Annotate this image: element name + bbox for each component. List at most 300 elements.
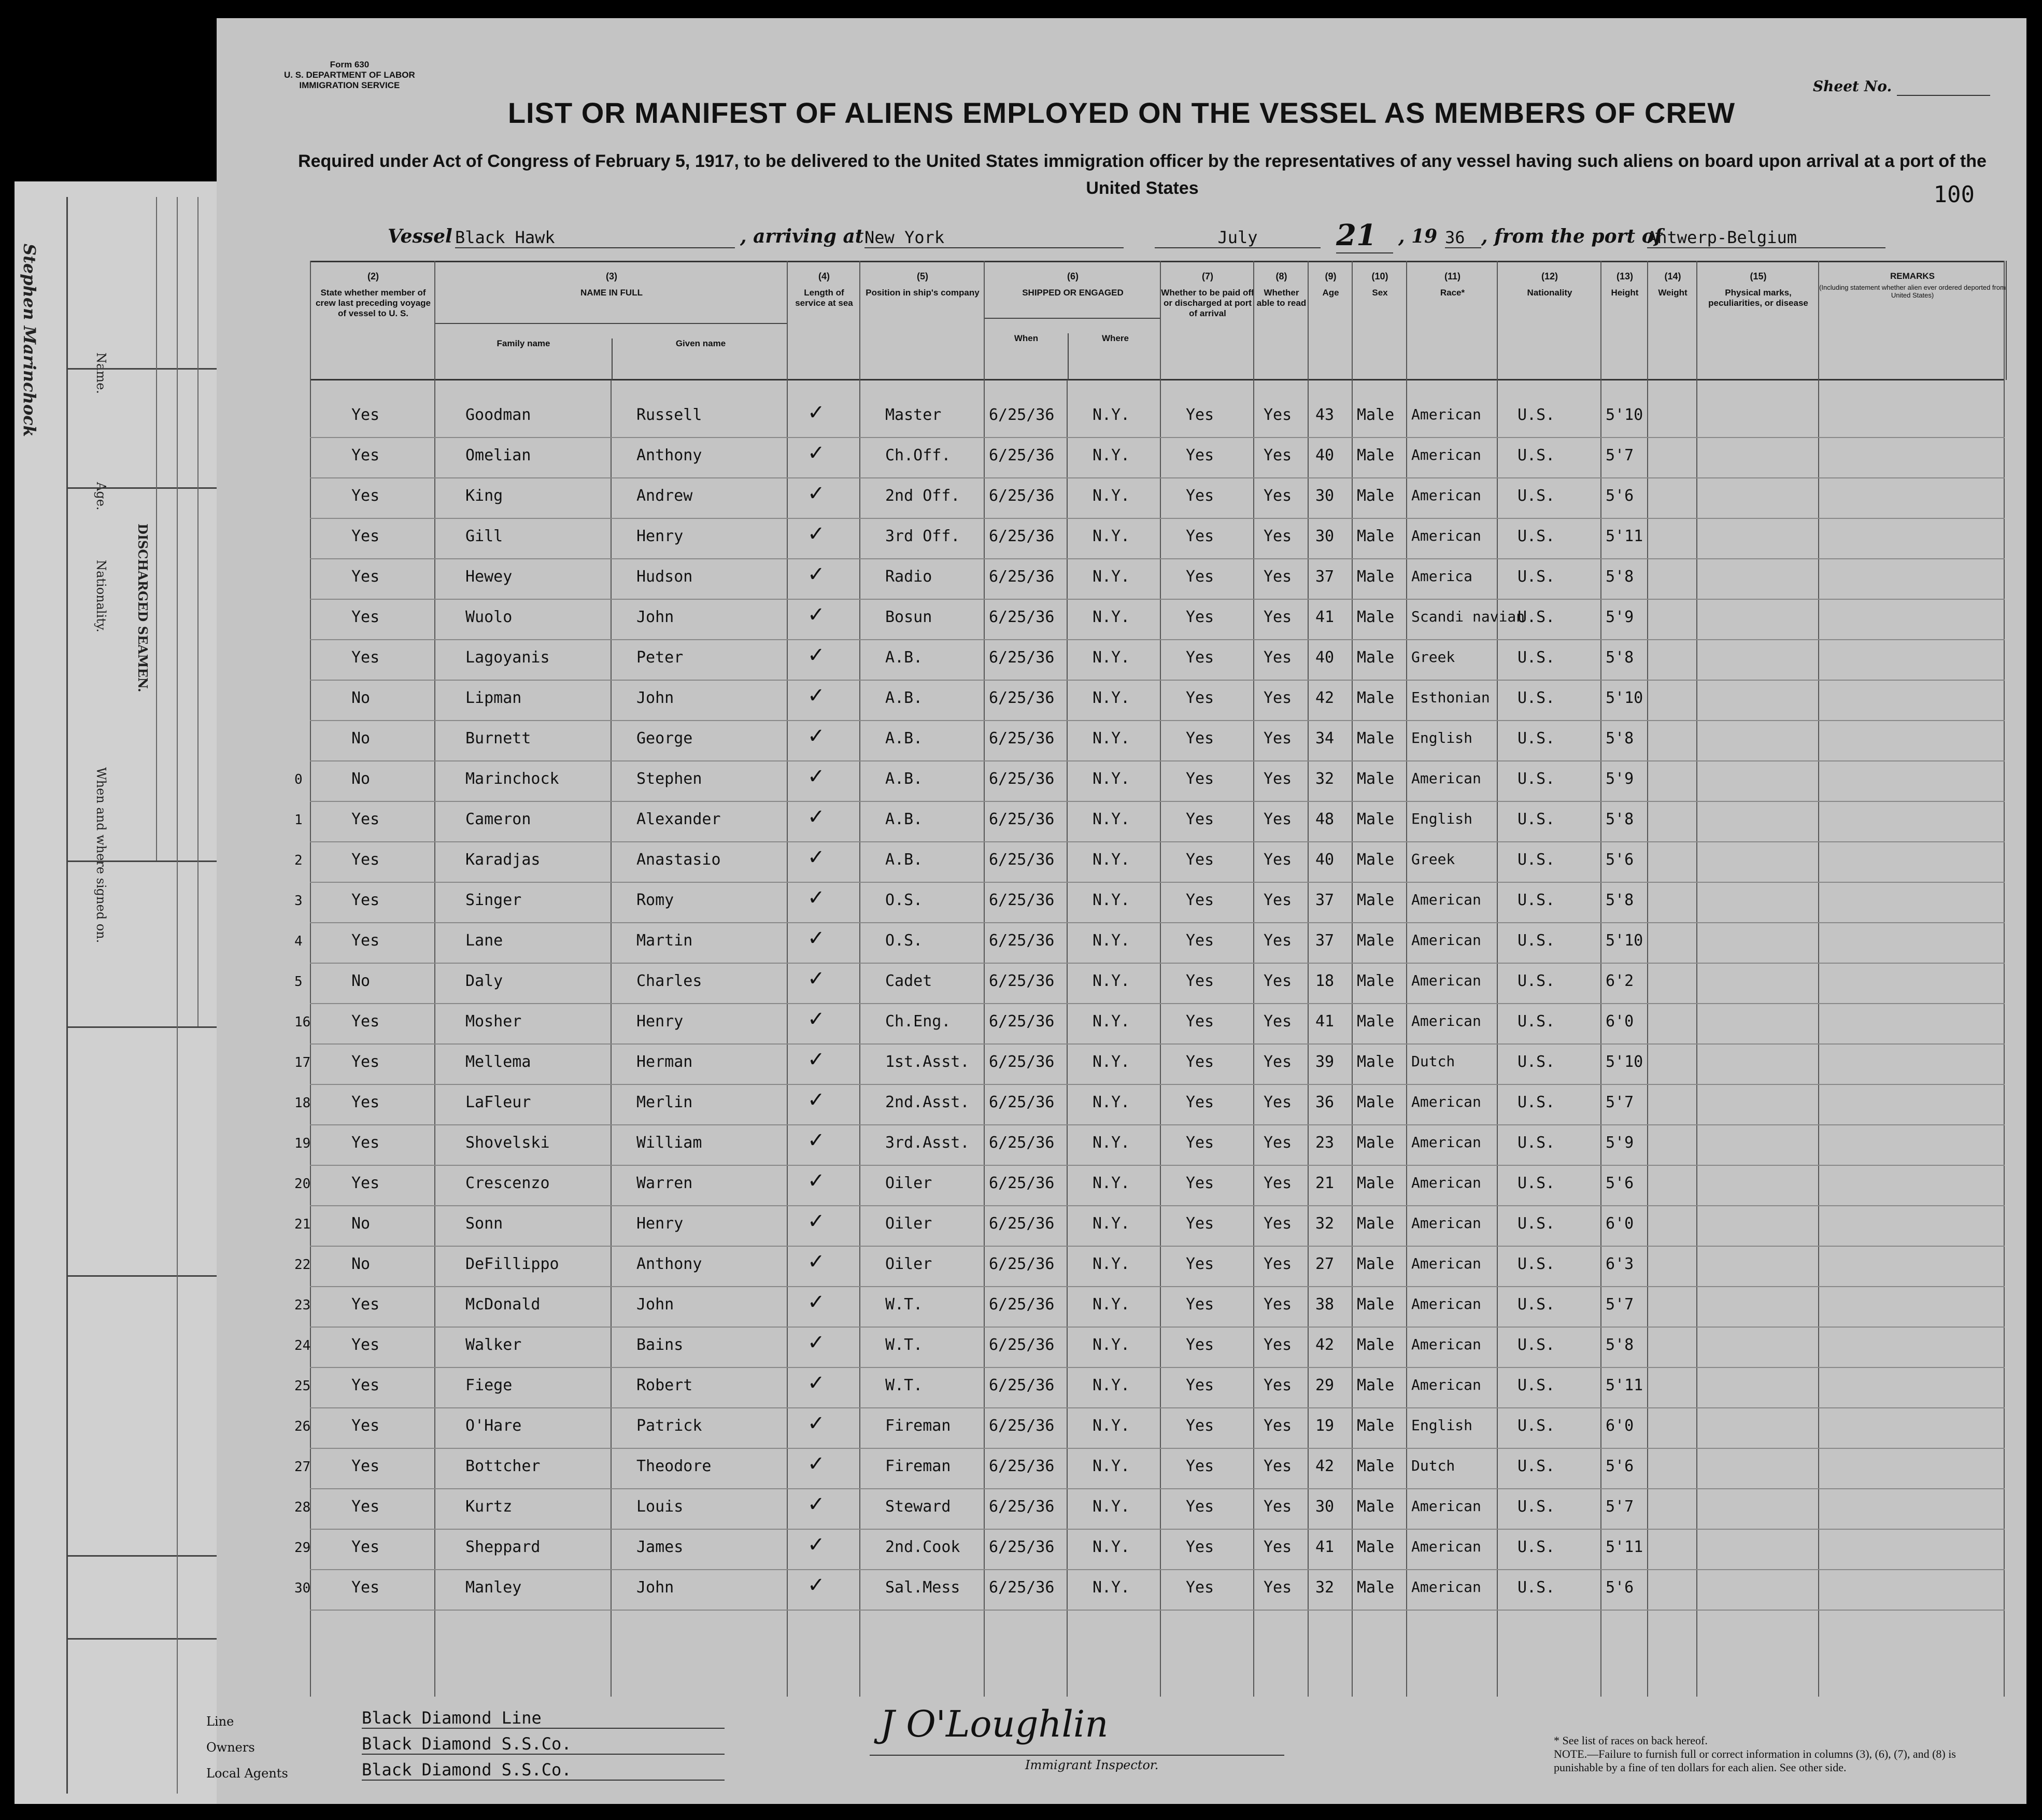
- cell-age: 32: [1315, 1215, 1335, 1233]
- vessel-name: Black Hawk: [455, 228, 735, 248]
- service-check-icon: ✓: [807, 1128, 825, 1152]
- cell-height: 5'6: [1606, 1174, 1634, 1192]
- cell-position: Steward: [885, 1498, 951, 1516]
- cell-given: Bains: [636, 1336, 684, 1354]
- cell-age: 42: [1315, 1336, 1335, 1354]
- cell-height: 6'0: [1606, 1417, 1634, 1435]
- table-row: [294, 1043, 2005, 1085]
- cell-when: 6/25/36: [989, 972, 1055, 990]
- cell-nat: U.S.: [1518, 487, 1555, 505]
- cell-race: English: [1411, 810, 1473, 827]
- col-header-prev-voyage: (2) State whether member of crew last preceding voyage of vessel to U. S.: [310, 261, 435, 380]
- col-header-paid-off: (7) Whether to be paid off or discharged at port of arrival: [1160, 261, 1254, 380]
- service-check-icon: ✓: [807, 1007, 825, 1031]
- form-identifier: [284, 60, 415, 91]
- cell-prev: Yes: [351, 1336, 380, 1354]
- table-row: [294, 1286, 2005, 1328]
- cell-read: Yes: [1264, 406, 1292, 424]
- arrival-year: 36: [1445, 228, 1481, 248]
- cell-position: W.T.: [885, 1376, 923, 1394]
- form-service: IMMIGRATION SERVICE: [299, 80, 400, 90]
- inspector-signature: J O'Loughlin: [880, 1703, 1109, 1745]
- cell-where: N.Y.: [1093, 1093, 1130, 1111]
- cell-nat: U.S.: [1518, 446, 1555, 464]
- cell-when: 6/25/36: [989, 1538, 1055, 1556]
- row-number: 24: [294, 1338, 311, 1353]
- cell-prev: Yes: [351, 1134, 380, 1152]
- cell-nat: U.S.: [1518, 972, 1555, 990]
- cell-position: 3rd Off.: [885, 527, 960, 545]
- cell-where: N.Y.: [1093, 1336, 1130, 1354]
- cell-where: N.Y.: [1093, 972, 1130, 990]
- row-number: 21: [294, 1217, 311, 1232]
- service-check-icon: ✓: [807, 765, 825, 788]
- slip-sub-signed: When and where signed on.: [94, 767, 108, 943]
- cell-age: 37: [1315, 568, 1335, 586]
- cell-given: John: [636, 608, 674, 626]
- cell-height: 5'8: [1606, 1336, 1634, 1354]
- cell-read: Yes: [1264, 1134, 1292, 1152]
- page-subtitle: Required under Act of Congress of February 5, 1917, to be delivered to the United States immigration officer by the representatives of any vessel having such aliens on board upon arrival at a port of the United States: [298, 151, 1987, 198]
- row-number: 5: [294, 974, 303, 990]
- cell-sex: Male: [1357, 932, 1395, 950]
- service-check-icon: ✓: [807, 1088, 825, 1112]
- cell-nat: U.S.: [1518, 1578, 1555, 1597]
- slip-rule: [177, 1026, 178, 1794]
- cell-paid: Yes: [1186, 1498, 1214, 1516]
- cell-position: A.B.: [885, 729, 923, 747]
- cell-where: N.Y.: [1093, 770, 1130, 788]
- cell-when: 6/25/36: [989, 1174, 1055, 1192]
- cell-read: Yes: [1264, 568, 1292, 586]
- cell-race: American: [1411, 406, 1481, 423]
- cell-position: Oiler: [885, 1255, 932, 1273]
- cell-read: Yes: [1264, 1012, 1292, 1031]
- row-number: 23: [294, 1297, 311, 1313]
- cell-nat: U.S.: [1518, 1498, 1555, 1516]
- cell-prev: Yes: [351, 527, 380, 545]
- cell-race: Dutch: [1411, 1053, 1455, 1070]
- cell-sex: Male: [1357, 487, 1395, 505]
- cell-race: America: [1411, 568, 1473, 585]
- cell-age: 41: [1315, 608, 1335, 626]
- cell-sex: Male: [1357, 1538, 1395, 1556]
- cell-where: N.Y.: [1093, 1215, 1130, 1233]
- cell-read: Yes: [1264, 891, 1292, 909]
- cell-family: Lane: [465, 932, 503, 950]
- service-check-icon: ✓: [807, 1371, 825, 1395]
- cell-when: 6/25/36: [989, 851, 1055, 869]
- cell-paid: Yes: [1186, 568, 1214, 586]
- service-check-icon: ✓: [807, 482, 825, 505]
- cell-sex: Male: [1357, 446, 1395, 464]
- service-check-icon: ✓: [807, 1331, 825, 1355]
- cell-given: Stephen: [636, 770, 702, 788]
- cell-given: Warren: [636, 1174, 693, 1192]
- table-row: [310, 680, 2005, 721]
- row-number: 25: [294, 1378, 311, 1394]
- cell-prev: Yes: [351, 1376, 380, 1394]
- cell-prev: Yes: [351, 1578, 380, 1597]
- slip-rule: [197, 197, 198, 1026]
- cell-given: Martin: [636, 932, 693, 950]
- cell-position: O.S.: [885, 932, 923, 950]
- cell-prev: Yes: [351, 1174, 380, 1192]
- voyage-line: [388, 218, 1891, 257]
- col-header-read: (8) Whether able to read: [1253, 261, 1309, 380]
- cell-position: 2nd Off.: [885, 487, 960, 505]
- cell-paid: Yes: [1186, 972, 1214, 990]
- cell-family: Cameron: [465, 810, 531, 828]
- table-row: [294, 760, 2005, 802]
- table-row: [294, 1448, 2005, 1489]
- fine-note: NOTE.—Failure to furnish full or correct information in columns (3), (6), (7), and (8) is punishable by a fine of ten dollars for each alien. See other side.: [1554, 1747, 1956, 1774]
- service-check-icon: ✓: [807, 401, 825, 425]
- service-check-icon: ✓: [807, 441, 825, 465]
- cell-prev: Yes: [351, 648, 380, 667]
- cell-where: N.Y.: [1093, 1174, 1130, 1192]
- service-check-icon: ✓: [807, 684, 825, 708]
- cell-sex: Male: [1357, 527, 1395, 545]
- service-check-icon: ✓: [807, 1209, 825, 1233]
- cell-given: George: [636, 729, 693, 747]
- table-row: [294, 1084, 2005, 1125]
- cell-race: American: [1411, 770, 1481, 787]
- cell-paid: Yes: [1186, 1134, 1214, 1152]
- cell-race: American: [1411, 1093, 1481, 1110]
- cell-prev: Yes: [351, 1012, 380, 1031]
- cell-position: 2nd.Cook: [885, 1538, 960, 1556]
- cell-position: A.B.: [885, 810, 923, 828]
- cell-height: 6'0: [1606, 1215, 1634, 1233]
- cell-sex: Male: [1357, 891, 1395, 909]
- cell-race: American: [1411, 1174, 1481, 1191]
- cell-paid: Yes: [1186, 1215, 1214, 1233]
- cell-read: Yes: [1264, 1417, 1292, 1435]
- cell-when: 6/25/36: [989, 1376, 1055, 1394]
- col-header-remarks: REMARKS (Including statement whether alien ever ordered deported from United States): [1818, 261, 2007, 380]
- from-label: , from the port of: [1481, 225, 1663, 247]
- port-from: Antwerp-Belgium: [1647, 228, 1885, 248]
- cell-where: N.Y.: [1093, 851, 1130, 869]
- cell-where: N.Y.: [1093, 648, 1130, 667]
- cell-age: 40: [1315, 446, 1335, 464]
- cell-paid: Yes: [1186, 1053, 1214, 1071]
- cell-where: N.Y.: [1093, 1376, 1130, 1394]
- cell-nat: U.S.: [1518, 1053, 1555, 1071]
- cell-height: 5'8: [1606, 729, 1634, 747]
- cell-age: 37: [1315, 932, 1335, 950]
- cell-age: 30: [1315, 487, 1335, 505]
- cell-given: Henry: [636, 527, 684, 545]
- cell-age: 37: [1315, 891, 1335, 909]
- cell-height: 5'9: [1606, 770, 1634, 788]
- col-sub-family: Family name: [497, 338, 550, 348]
- table-row: [310, 599, 2005, 640]
- cell-when: 6/25/36: [989, 891, 1055, 909]
- cell-prev: Yes: [351, 568, 380, 586]
- cell-nat: U.S.: [1518, 1457, 1555, 1475]
- cell-read: Yes: [1264, 487, 1292, 505]
- cell-prev: Yes: [351, 406, 380, 424]
- cell-read: Yes: [1264, 810, 1292, 828]
- cell-paid: Yes: [1186, 1538, 1214, 1556]
- cell-when: 6/25/36: [989, 1134, 1055, 1152]
- cell-where: N.Y.: [1093, 1498, 1130, 1516]
- cell-when: 6/25/36: [989, 689, 1055, 707]
- cell-given: Herman: [636, 1053, 693, 1071]
- cell-sex: Male: [1357, 810, 1395, 828]
- cell-prev: Yes: [351, 608, 380, 626]
- cell-family: Mellema: [465, 1053, 531, 1071]
- cell-age: 27: [1315, 1255, 1335, 1273]
- cell-family: Omelian: [465, 446, 531, 464]
- row-number: 29: [294, 1540, 311, 1556]
- cell-position: 2nd.Asst.: [885, 1093, 970, 1111]
- cell-race: American: [1411, 972, 1481, 989]
- stamp-number: 100: [1933, 181, 1975, 208]
- col-header-name: (3) NAME IN FULL Family name Given name: [434, 261, 788, 380]
- cell-race: American: [1411, 1295, 1481, 1313]
- cell-paid: Yes: [1186, 406, 1214, 424]
- cell-family: King: [465, 487, 503, 505]
- cell-height: 5'10: [1606, 932, 1643, 950]
- cell-when: 6/25/36: [989, 1578, 1055, 1597]
- cell-when: 6/25/36: [989, 1498, 1055, 1516]
- cell-position: A.B.: [885, 770, 923, 788]
- cell-where: N.Y.: [1093, 1417, 1130, 1435]
- page-title: LIST OR MANIFEST OF ALIENS EMPLOYED ON THE VESSEL AS MEMBERS OF CREW: [507, 96, 1736, 129]
- cell-race: American: [1411, 1498, 1481, 1515]
- service-check-icon: ✓: [807, 1048, 825, 1071]
- slip-rule: [177, 197, 178, 1026]
- cell-read: Yes: [1264, 1578, 1292, 1597]
- cell-prev: Yes: [351, 1295, 380, 1314]
- cell-height: 6'2: [1606, 972, 1634, 990]
- cell-sex: Male: [1357, 608, 1395, 626]
- cell-prev: Yes: [351, 891, 380, 909]
- vessel-label: Vessel: [388, 225, 452, 247]
- cell-when: 6/25/36: [989, 1336, 1055, 1354]
- cell-height: 5'9: [1606, 608, 1634, 626]
- cell-read: Yes: [1264, 1174, 1292, 1192]
- line-value: Black Diamond Line: [362, 1708, 725, 1729]
- cell-age: 41: [1315, 1012, 1335, 1031]
- cell-sex: Male: [1357, 689, 1395, 707]
- cell-when: 6/25/36: [989, 527, 1055, 545]
- cell-when: 6/25/36: [989, 568, 1055, 586]
- cell-given: Hudson: [636, 568, 693, 586]
- cell-race: American: [1411, 1336, 1481, 1353]
- row-number: 22: [294, 1257, 311, 1273]
- cell-read: Yes: [1264, 729, 1292, 747]
- cell-nat: U.S.: [1518, 1012, 1555, 1031]
- table-row: [294, 1124, 2005, 1166]
- cell-read: Yes: [1264, 1538, 1292, 1556]
- cell-height: 5'7: [1606, 446, 1634, 464]
- cell-given: Anthony: [636, 446, 702, 464]
- cell-paid: Yes: [1186, 1012, 1214, 1031]
- cell-family: Lagoyanis: [465, 648, 550, 667]
- table-row: [294, 801, 2005, 842]
- cell-given: Anastasio: [636, 851, 721, 869]
- cell-nat: U.S.: [1518, 932, 1555, 950]
- cell-height: 5'8: [1606, 648, 1634, 667]
- service-check-icon: ✓: [807, 522, 825, 546]
- row-number: 18: [294, 1095, 311, 1111]
- cell-given: Patrick: [636, 1417, 702, 1435]
- cell-given: Peter: [636, 648, 684, 667]
- table-row: [294, 882, 2005, 923]
- cell-position: Cadet: [885, 972, 932, 990]
- cell-prev: No: [351, 689, 371, 707]
- cell-sex: Male: [1357, 851, 1395, 869]
- cell-age: 30: [1315, 527, 1335, 545]
- cell-given: Romy: [636, 891, 674, 909]
- cell-race: American: [1411, 1134, 1481, 1151]
- cell-where: N.Y.: [1093, 891, 1130, 909]
- cell-family: Shovelski: [465, 1134, 550, 1152]
- cell-when: 6/25/36: [989, 608, 1055, 626]
- col-sub-remarks: (Including statement whether alien ever ordered deported from United States): [1819, 284, 2006, 299]
- cell-family: McDonald: [465, 1295, 541, 1314]
- cell-height: 5'6: [1606, 851, 1634, 869]
- cell-prev: No: [351, 1255, 371, 1273]
- cell-family: Kurtz: [465, 1498, 513, 1516]
- table-row: [294, 1488, 2005, 1530]
- cell-paid: Yes: [1186, 1174, 1214, 1192]
- table-row: [294, 1529, 2005, 1570]
- cell-nat: U.S.: [1518, 770, 1555, 788]
- cell-prev: No: [351, 729, 371, 747]
- cell-read: Yes: [1264, 1336, 1292, 1354]
- cell-height: 5'10: [1606, 406, 1643, 424]
- cell-sex: Male: [1357, 1498, 1395, 1516]
- cell-age: 34: [1315, 729, 1335, 747]
- cell-family: Singer: [465, 891, 522, 909]
- cell-read: Yes: [1264, 689, 1292, 707]
- cell-race: English: [1411, 1417, 1473, 1434]
- row-number: 4: [294, 934, 303, 949]
- cell-paid: Yes: [1186, 851, 1214, 869]
- row-number: 26: [294, 1419, 311, 1434]
- cell-read: Yes: [1264, 1498, 1292, 1516]
- cell-when: 6/25/36: [989, 770, 1055, 788]
- cell-given: John: [636, 1295, 674, 1314]
- cell-read: Yes: [1264, 1255, 1292, 1273]
- cell-family: DeFillippo: [465, 1255, 559, 1273]
- cell-nat: U.S.: [1518, 891, 1555, 909]
- cell-given: Henry: [636, 1012, 684, 1031]
- table-row: [294, 1165, 2005, 1206]
- cell-when: 6/25/36: [989, 810, 1055, 828]
- cell-given: Robert: [636, 1376, 693, 1394]
- cell-nat: U.S.: [1518, 527, 1555, 545]
- form-department: U. S. DEPARTMENT OF LABOR: [284, 70, 415, 80]
- cell-read: Yes: [1264, 1053, 1292, 1071]
- cell-age: 29: [1315, 1376, 1335, 1394]
- cell-when: 6/25/36: [989, 1053, 1055, 1071]
- cell-race: American: [1411, 1578, 1481, 1596]
- cell-prev: No: [351, 972, 371, 990]
- cell-paid: Yes: [1186, 1578, 1214, 1597]
- cell-when: 6/25/36: [989, 932, 1055, 950]
- cell-when: 6/25/36: [989, 1012, 1055, 1031]
- cell-where: N.Y.: [1093, 1295, 1130, 1314]
- row-number: 16: [294, 1014, 311, 1030]
- cell-sex: Male: [1357, 1578, 1395, 1597]
- cell-age: 42: [1315, 1457, 1335, 1475]
- cell-height: 5'8: [1606, 891, 1634, 909]
- cell-paid: Yes: [1186, 1295, 1214, 1314]
- cell-family: O'Hare: [465, 1417, 522, 1435]
- cell-paid: Yes: [1186, 1417, 1214, 1435]
- cell-where: N.Y.: [1093, 608, 1130, 626]
- year-prefix: , 19: [1398, 225, 1438, 247]
- cell-height: 5'6: [1606, 1457, 1634, 1475]
- cell-when: 6/25/36: [989, 446, 1055, 464]
- cell-paid: Yes: [1186, 1255, 1214, 1273]
- cell-read: Yes: [1264, 608, 1292, 626]
- cell-age: 18: [1315, 972, 1335, 990]
- cell-family: Fiege: [465, 1376, 513, 1394]
- owners-label: Owners: [206, 1740, 255, 1755]
- cell-sex: Male: [1357, 1093, 1395, 1111]
- cell-height: 5'10: [1606, 1053, 1643, 1071]
- row-number: 0: [294, 772, 303, 787]
- col-sub-given: Given name: [612, 338, 788, 380]
- cell-sex: Male: [1357, 568, 1395, 586]
- cell-where: N.Y.: [1093, 1457, 1130, 1475]
- crew-manifest-table: [294, 261, 2006, 1697]
- cell-given: Alexander: [636, 810, 721, 828]
- cell-where: N.Y.: [1093, 1538, 1130, 1556]
- table-row: [294, 1327, 2005, 1368]
- cell-race: American: [1411, 487, 1481, 504]
- cell-family: Mosher: [465, 1012, 522, 1031]
- races-note: * See list of races on back hereof.: [1554, 1734, 1708, 1747]
- row-number: 19: [294, 1136, 311, 1151]
- cell-sex: Male: [1357, 770, 1395, 788]
- col-header-physical: (15) Physical marks, peculiarities, or disease: [1696, 261, 1819, 380]
- cell-prev: Yes: [351, 810, 380, 828]
- cell-given: Anthony: [636, 1255, 702, 1273]
- service-check-icon: ✓: [807, 1533, 825, 1557]
- cell-read: Yes: [1264, 770, 1292, 788]
- cell-height: 5'9: [1606, 1134, 1634, 1152]
- cell-given: John: [636, 689, 674, 707]
- cell-nat: U.S.: [1518, 1295, 1555, 1314]
- cell-sex: Male: [1357, 1336, 1395, 1354]
- row-number: 20: [294, 1176, 311, 1192]
- cell-race: American: [1411, 1255, 1481, 1272]
- cell-nat: U.S.: [1518, 1174, 1555, 1192]
- cell-race: American: [1411, 1376, 1481, 1393]
- service-check-icon: ✓: [807, 562, 825, 586]
- cell-family: Bottcher: [465, 1457, 541, 1475]
- cell-nat: U.S.: [1518, 689, 1555, 707]
- cell-position: A.B.: [885, 851, 923, 869]
- cell-position: W.T.: [885, 1336, 923, 1354]
- cell-family: Wuolo: [465, 608, 513, 626]
- table-row: [294, 1246, 2005, 1287]
- cell-height: 5'7: [1606, 1093, 1634, 1111]
- cell-race: American: [1411, 1215, 1481, 1232]
- cell-sex: Male: [1357, 1012, 1395, 1031]
- col-header-age: (9) Age: [1308, 261, 1353, 380]
- cell-prev: Yes: [351, 851, 380, 869]
- cell-given: Merlin: [636, 1093, 693, 1111]
